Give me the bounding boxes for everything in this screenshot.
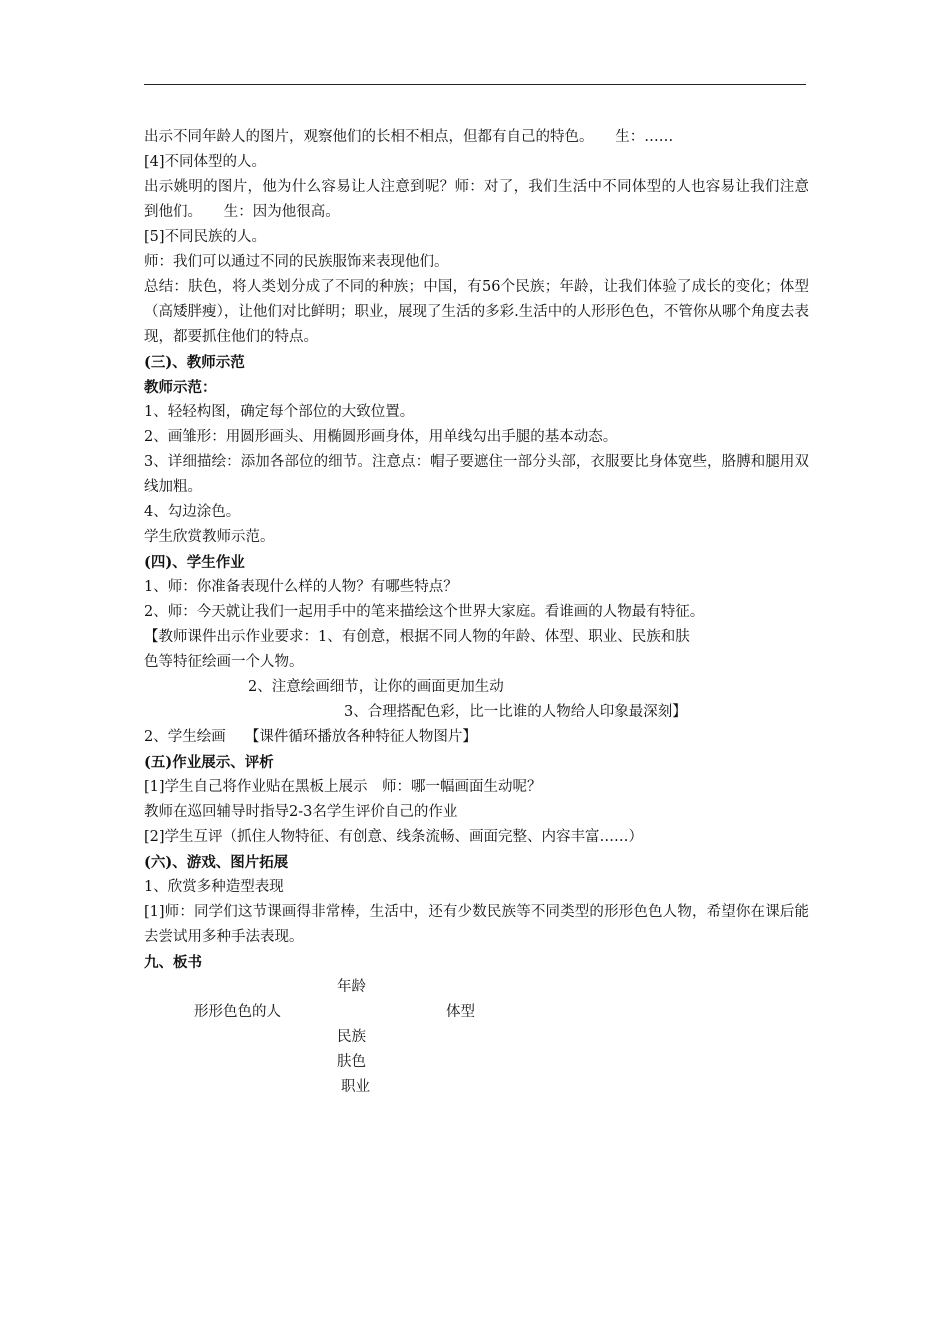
paragraph: [1]师：同学们这节课画得非常棒，生活中，还有少数民族等不同类型的形形色色人物，希望你在课后能去尝试用多种手法表现。 — [144, 904, 809, 945]
paragraph: 1、欣赏多种造型表现 — [144, 879, 284, 895]
paragraph: 师：我们可以通过不同的民族服饰来表现他们。 — [144, 254, 449, 270]
requirement-line: 3、合理搭配色彩，比一比谁的人物给人印象最深刻】 — [344, 704, 687, 720]
requirement-line: 2、注意绘画细节，让你的画面更加生动 — [248, 679, 504, 695]
blackboard-layout — [144, 975, 809, 1100]
paragraph: 2、师：今天就让我们一起用手中的笔来描绘这个世界大家庭。看谁画的人物最有特征。 — [144, 604, 705, 620]
paragraph: [5]不同民族的人。 — [144, 229, 267, 245]
step-item: 3、详细描绘：添加各部位的细节。注意点：帽子要遮住一部分头部，衣服要比身体宽些，胳膊和腿用双线加粗。 — [144, 454, 809, 495]
subsection-heading: 教师示范： — [144, 379, 217, 396]
step-item: 2、画雏形：用圆形画头、用椭圆形画身体，用单线勾出手腿的基本动态。 — [144, 429, 618, 445]
step-item: 4、勾边涂色。 — [144, 504, 241, 520]
paragraph: 2、学生绘画 【课件循环播放各种特征人物图片】 — [144, 729, 477, 745]
board-center-title: 形形色色的人 — [194, 1004, 281, 1020]
paragraph: [4]不同体型的人。 — [144, 154, 267, 170]
paragraph: [2]学生互评（抓住人物特征、有创意、线条流畅、画面完整、内容丰富……） — [144, 829, 644, 845]
paragraph: 1、师：你准备表现什么样的人物？有哪些特点？ — [144, 579, 458, 595]
step-item: 1、轻轻构图，确定每个部位的大致位置。 — [144, 404, 415, 420]
paragraph: 出示不同年龄人的图片，观察他们的长相不相点，但都有自己的特色。 生：…… — [144, 129, 674, 145]
section-heading: (五)作业展示、评析 — [144, 754, 274, 771]
section-heading: (六)、游戏、图片拓展 — [144, 854, 289, 871]
paragraph: 出示姚明的图片，他为什么容易让人注意到呢？师：对了，我们生活中不同体型的人也容易让我们注意到他们。 生：因为他很高。 — [144, 179, 809, 220]
requirement-line: 【教师课件出示作业要求：1、有创意，根据不同人物的年龄、体型、职业、民族和肤 — [144, 629, 690, 645]
paragraph: [1]学生自己将作业贴在黑板上展示 师：哪一幅画面生动呢？ — [144, 779, 542, 795]
header-rule — [144, 84, 806, 85]
board-word-skin-color: 肤色 — [337, 1054, 366, 1070]
board-word-ethnicity: 民族 — [337, 1029, 366, 1045]
section-heading: (四)、学生作业 — [144, 554, 245, 571]
summary-paragraph: 总结：肤色，将人类划分成了不同的种族；中国，有56个民族；年龄，让我们体验了成长的变化；体型（高矮胖瘦），让他们对比鲜明；职业，展现了生活的多彩.生活中的人形形色色，不管你从哪个角度去表现，都要抓住他们的特点。 — [144, 279, 809, 345]
document-body — [144, 125, 809, 1100]
requirement-line: 色等特征绘画一个人物。 — [144, 654, 304, 670]
paragraph: 学生欣赏教师示范。 — [144, 529, 275, 545]
board-word-body-type: 体型 — [446, 1004, 475, 1020]
section-heading: 九、板书 — [144, 954, 202, 971]
board-word-age: 年龄 — [337, 979, 366, 995]
board-word-occupation: 职业 — [341, 1079, 370, 1095]
section-heading: (三)、教师示范 — [144, 354, 245, 371]
paragraph: 教师在巡回辅导时指导2-3名学生评价自己的作业 — [144, 804, 458, 820]
